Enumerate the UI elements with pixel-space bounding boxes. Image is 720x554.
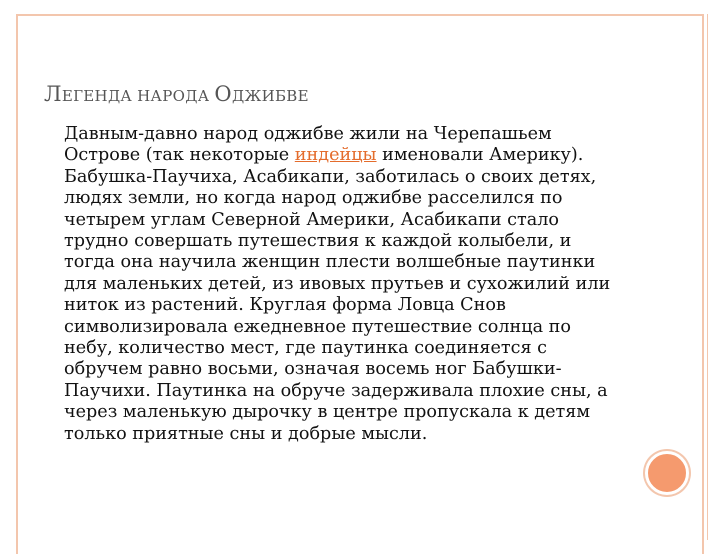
- decorative-circle-icon: [645, 451, 689, 495]
- title-part-2: ДЖИБВЕ: [231, 87, 309, 105]
- body-paragraph: [64, 124, 624, 445]
- slide-title: [44, 82, 309, 106]
- indians-link[interactable]: индейцы: [294, 145, 377, 166]
- paragraph-text-end: именовали Америку). Бабушка-Паучиха, Асабикапи, заботилась о своих детях, людях земли, но когда народ оджибве расселился по четырем углам Северной Америки, Асабикапи стало трудно совершать путешествия к каждой колыбели, и тогда она научила женщин плести волшебные паутинки для маленьких детей, из ивовых прутьев и сухожилий или ниток из растений. Круглая форма Ловца Снов символизировала ежедневное путешествие солнца по небу, количество мест, где паутинка соединяется с обручем равно восьми, означая восемь ног Бабушки-Паучихи. Паутинка на обруче задерживала плохие сны, а через маленькую дырочку в центре пропускала к детям только приятные сны и добрые мысли.: [64, 145, 611, 444]
- title-initial-1: Л: [44, 82, 62, 106]
- paragraph-text-start: Давным-давно народ оджибве жили на Черепашьем Острове (так некоторые: [64, 124, 552, 166]
- title-initial-2: О: [214, 82, 232, 106]
- frame-right-line: [707, 14, 708, 540]
- title-part-1: ЕГЕНДА НАРОДА: [61, 87, 215, 105]
